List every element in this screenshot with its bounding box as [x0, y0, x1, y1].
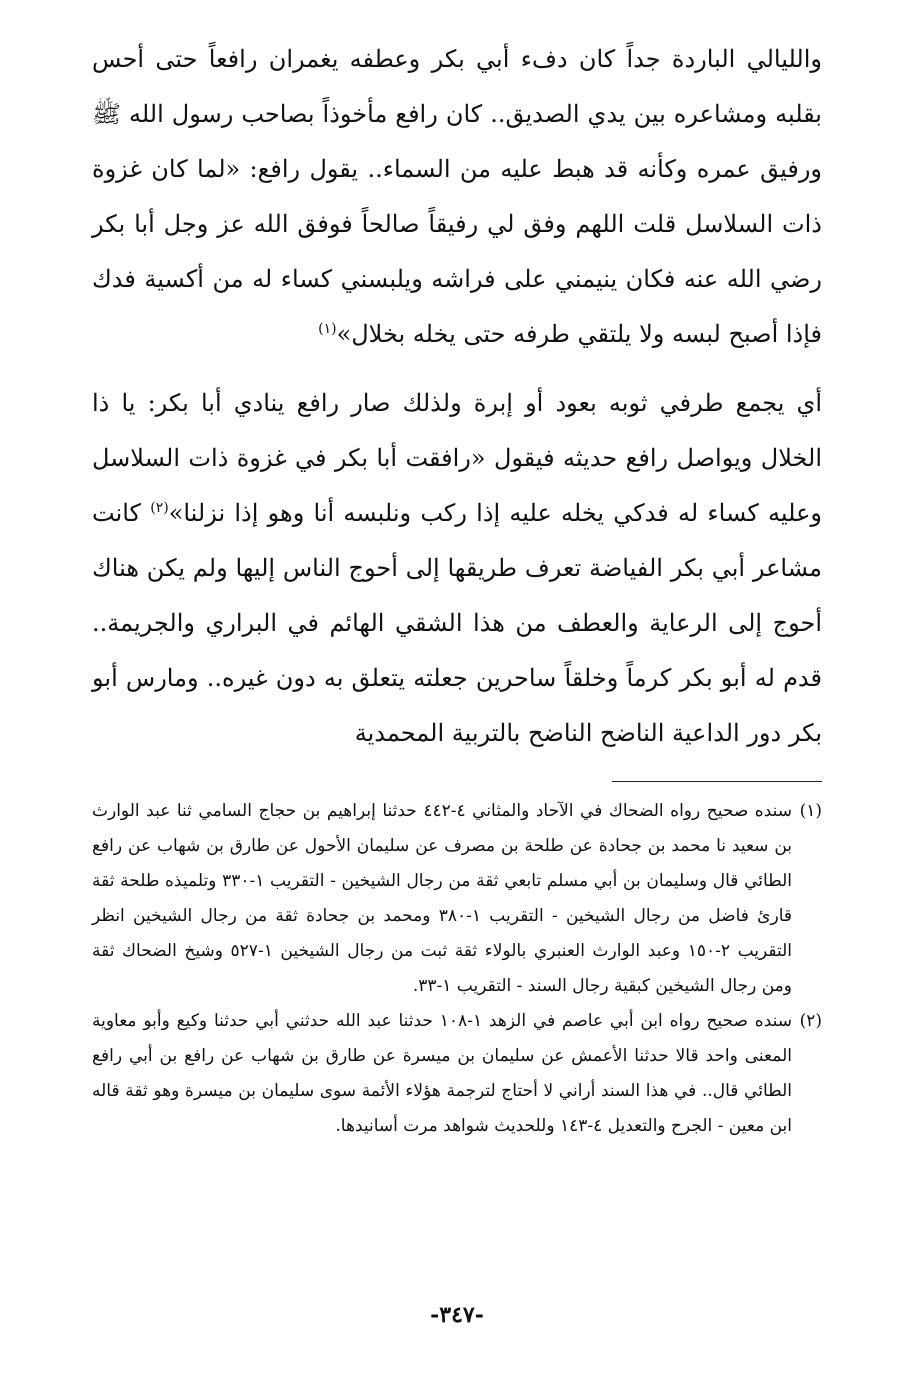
footnote-2-number: (٢): [799, 1011, 822, 1031]
footnote-separator: [612, 781, 822, 782]
paragraph-2-text-b: كانت مشاعر أبي بكر الفياضة تعرف طريقها إلى أحوج الناس إليها ولم يكن هناك أحوج إلى الرعاية والعطف من هذا الشقي الهائم في البراري والجريمة.. قدم له أبو بكر كرماً وخلقاً ساحرين جعلته يتعلق به دون غيره.. ومارس أبو بكر دور الداعية الناضح الناضح بالتربية المحمدية: [92, 499, 822, 747]
footnote-1: [92, 794, 822, 1004]
paragraph-2-text-a: أي يجمع طرفي ثوبه بعود أو إبرة ولذلك صار رافع ينادي أبا بكر: يا ذا الخلال ويواصل رافع حديثه فيقول «رافقت أبا بكر في غزوة ذات السلاسل وعليه كساء له فدكي يخله عليه إذا ركب ونلبسه أنا وهو إذا نزلنا»: [92, 389, 822, 527]
footnote-ref-2[interactable]: (٢): [150, 500, 169, 516]
page-number: -٣٤٧-: [430, 1302, 484, 1328]
page-body: [92, 32, 822, 1144]
footnote-ref-1[interactable]: (١): [318, 321, 337, 337]
main-paragraph-2: [92, 376, 822, 761]
footnote-2-text: سنده صحيح رواه ابن أبي عاصم في الزهد ١-١٠٨ حدثنا عبد الله حدثني أبي حدثنا وكيع وأبو معاوية المعنى واحد قالا حدثنا الأعمش عن سليمان بن ميسرة عن طارق بن شهاب عن رافع بن أبي رافع الطائي قال.. في هذا السند أراني لا أحتاج لترجمة هؤلاء الأئمة سوى سليمان بن ميسرة وهو ثقة قاله ابن معين - الجرح والتعديل ٤-١٤٣ وللحديث شواهد مرت أسانيدها.: [92, 1011, 792, 1136]
footnote-1-number: (١): [799, 801, 822, 821]
main-paragraph-1: [92, 32, 822, 362]
footnote-1-text: سنده صحيح رواه الضحاك في الآحاد والمثاني ٤-٤٤٢ حدثنا إبراهيم بن حجاج السامي ثنا عبد الوارث بن سعيد نا محمد بن جحادة عن طلحة بن مصرف عن سليمان الأحول عن طارق بن شهاب عن رافع الطائي قال وسليمان بن أبي مسلم تابعي ثقة من رجال الشيخين - التقريب ١-٣٣٠ وتلميذه طلحة ثقة قارئ فاضل من رجال الشيخين - التقريب ١-٣٨٠ ومحمد بن جحادة ثقة من رجال الشيخين انظر التقريب ٢-١٥٠ وعبد الوارث العنبري بالولاء ثقة ثبت من رجال الشيخين ١-٥٢٧ وشيخ الضحاك ثقة ومن رجال الشيخين كبقية رجال السند - التقريب ١-٣٣.: [92, 801, 793, 996]
footnote-2: [92, 1004, 822, 1144]
paragraph-1-text: والليالي الباردة جداً كان دفء أبي بكر وعطفه يغمران رافعاً حتى أحس بقلبه ومشاعره بين يدي الصديق.. كان رافع مأخوذاً بصاحب رسول الله ﷺ ورفيق عمره وكأنه قد هبط عليه من السماء.. يقول رافع: «لما كان غزوة ذات السلاسل قلت اللهم وفق لي رفيقاً صالحاً فوفق الله عز وجل أبا بكر رضي الله عنه فكان ينيمني على فراشه ويلبسني كساء له من أكسية فدك فإذا أصبح لبسه ولا يلتقي طرفه حتى يخله بخلال»: [92, 45, 822, 348]
